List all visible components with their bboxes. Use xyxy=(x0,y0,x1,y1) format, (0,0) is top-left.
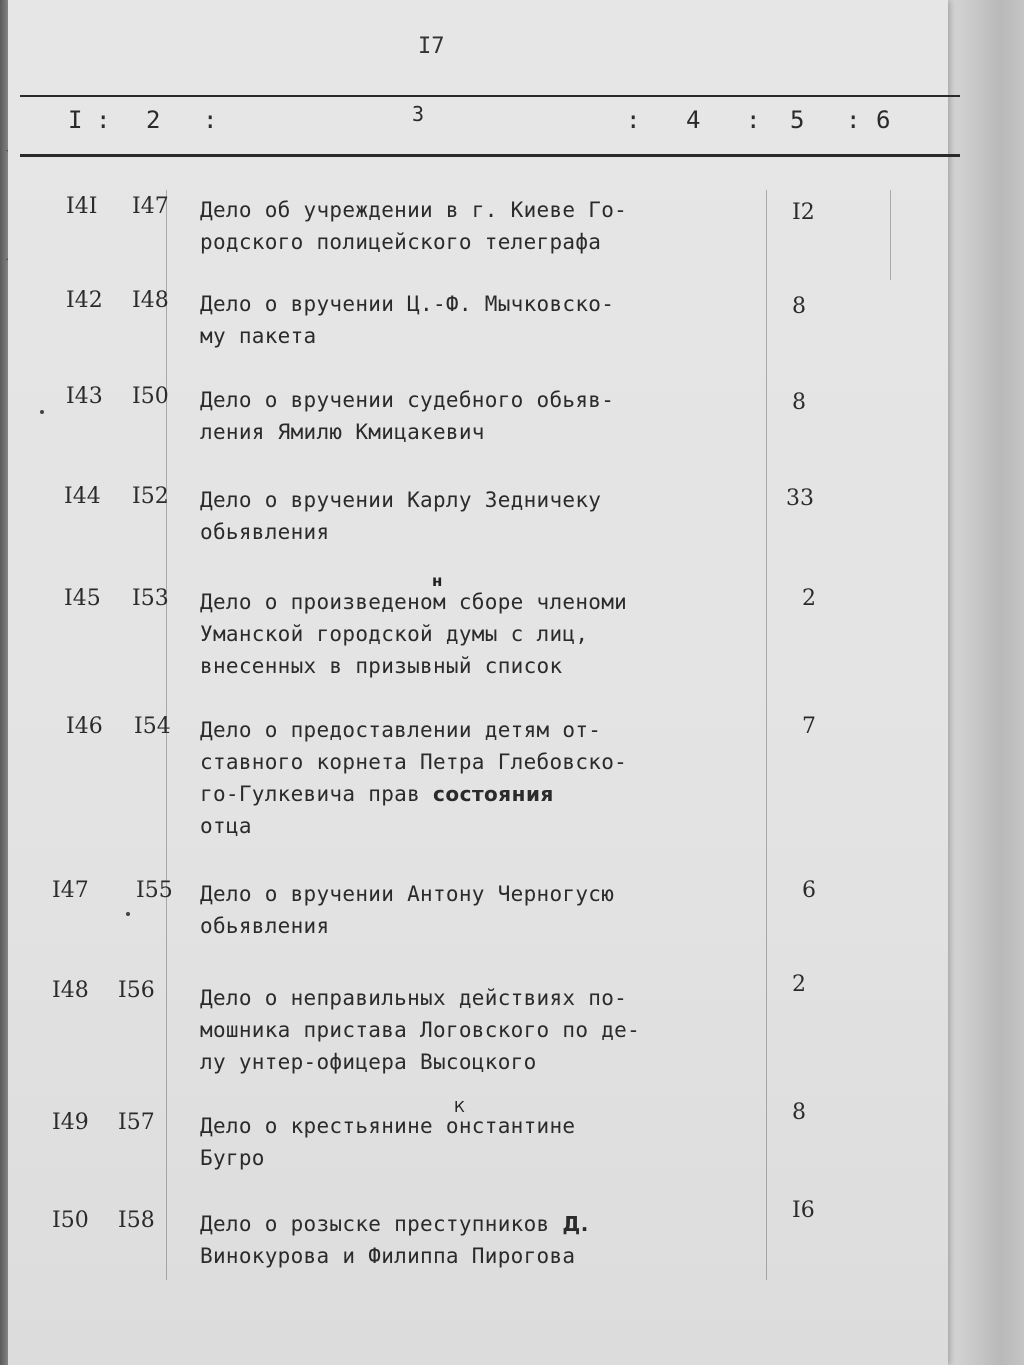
handwritten-correction: Д. xyxy=(562,1212,589,1236)
case-title xyxy=(200,384,760,448)
handwritten-correction: состояния xyxy=(433,782,554,806)
case-title-line: обьявления xyxy=(200,520,330,544)
case-number: I58 xyxy=(118,1208,155,1233)
case-title-line: Дело о неправильных действиях по- xyxy=(200,986,628,1010)
case-number: I57 xyxy=(118,1110,155,1135)
header-col-6: 6 xyxy=(876,106,891,134)
case-number: I50 xyxy=(132,384,169,409)
case-title xyxy=(200,194,760,258)
column-guide xyxy=(766,190,767,1280)
header-separator: : xyxy=(203,106,218,134)
case-title-line xyxy=(200,1208,760,1240)
sheet-count: 2 xyxy=(802,586,816,611)
case-title-line: Дело о вручении Антону Черногусю xyxy=(200,882,615,906)
case-title-line xyxy=(200,778,760,810)
case-title-line: лу унтер-офицера Высоцкого xyxy=(200,1050,537,1074)
case-title-text: го-Гулкевича прав xyxy=(200,782,421,806)
row-number: I44 xyxy=(64,484,101,509)
case-title-line: Дело о крестьянине онстантине xyxy=(200,1114,576,1138)
case-title-line: родского полицейского телеграфа xyxy=(200,230,602,254)
case-number: I48 xyxy=(132,288,169,313)
row-number: I47 xyxy=(52,878,89,903)
case-title-line: ставного корнета Петра Глебовско- xyxy=(200,750,628,774)
case-title-line: Дело об учреждении в г. Киеве Го- xyxy=(200,198,628,222)
header-col-5: 5 xyxy=(790,106,805,134)
case-title-line: ления Ямилю Кмицакевич xyxy=(200,420,485,444)
case-title-text: Дело о розыске преступников xyxy=(200,1212,550,1236)
ink-dot xyxy=(40,410,44,414)
sheet-count: 33 xyxy=(786,486,814,511)
case-title xyxy=(200,1208,760,1272)
case-title xyxy=(200,288,760,352)
sheet-count: 8 xyxy=(792,294,806,319)
case-title xyxy=(200,714,760,842)
case-title-line: Дело о вручении Ц.-Ф. Мычковско- xyxy=(200,292,615,316)
header-separator: : xyxy=(96,106,111,134)
sheet-count: 8 xyxy=(792,1100,806,1125)
row-number: I45 xyxy=(64,586,101,611)
header-col-1: I xyxy=(68,106,83,134)
column-guide xyxy=(890,190,891,280)
header-bottom-rule xyxy=(20,154,960,157)
document-page xyxy=(8,0,948,1365)
row-number: I43 xyxy=(66,384,103,409)
case-title xyxy=(200,586,760,682)
header-separator: : xyxy=(846,106,861,134)
case-title-line: Дело о вручении судебного обьяв- xyxy=(200,388,615,412)
case-number: I47 xyxy=(132,194,169,219)
case-title xyxy=(200,878,760,942)
case-number: I52 xyxy=(132,484,169,509)
case-title xyxy=(200,484,760,548)
header-col-4: 4 xyxy=(686,106,701,134)
case-title-line: мошника пристава Логовского по де- xyxy=(200,1018,641,1042)
page-number: I7 xyxy=(418,34,445,59)
sheet-count: I2 xyxy=(792,200,815,225)
case-title-line: Дело о предоставлении детям от- xyxy=(200,718,602,742)
sheet-count: 8 xyxy=(792,390,806,415)
case-number: I53 xyxy=(132,586,169,611)
case-number: I56 xyxy=(118,978,155,1003)
row-number: I42 xyxy=(66,288,103,313)
case-title-line: отца xyxy=(200,814,252,838)
case-title-line: му пакета xyxy=(200,324,317,348)
row-number: I50 xyxy=(52,1208,89,1233)
ink-dot xyxy=(126,912,130,916)
header-top-rule xyxy=(20,95,960,97)
case-title-line: Уманской городской думы с лиц, xyxy=(200,622,589,646)
handwritten-insert: К xyxy=(454,1098,466,1116)
sheet-count: 7 xyxy=(802,714,816,739)
case-title-line: обьявления xyxy=(200,914,330,938)
sheet-count: I6 xyxy=(792,1198,815,1223)
row-number: I4I xyxy=(66,194,98,219)
row-number: I49 xyxy=(52,1110,89,1135)
case-number: I55 xyxy=(136,878,173,903)
case-number: I54 xyxy=(134,714,171,739)
header-separator: : xyxy=(626,106,641,134)
handwritten-insert: н xyxy=(432,572,443,590)
row-number: I46 xyxy=(66,714,103,739)
case-title xyxy=(200,1110,760,1174)
case-title-line: Дело о вручении Карлу Зедничеку xyxy=(200,488,602,512)
case-title-line: Бугро xyxy=(200,1146,265,1170)
sheet-count: 6 xyxy=(802,878,816,903)
case-title-line: внесенных в призывный список xyxy=(200,654,563,678)
header-col-3: 3 xyxy=(412,102,425,126)
case-title-line: Винокурова и Филиппа Пирогова xyxy=(200,1244,576,1268)
header-col-2: 2 xyxy=(146,106,161,134)
header-separator: : xyxy=(746,106,761,134)
case-title xyxy=(200,982,760,1078)
row-number: I48 xyxy=(52,978,89,1003)
sheet-count: 2 xyxy=(792,972,806,997)
case-title-line: Дело о произведеном сборе членоми xyxy=(200,590,628,614)
